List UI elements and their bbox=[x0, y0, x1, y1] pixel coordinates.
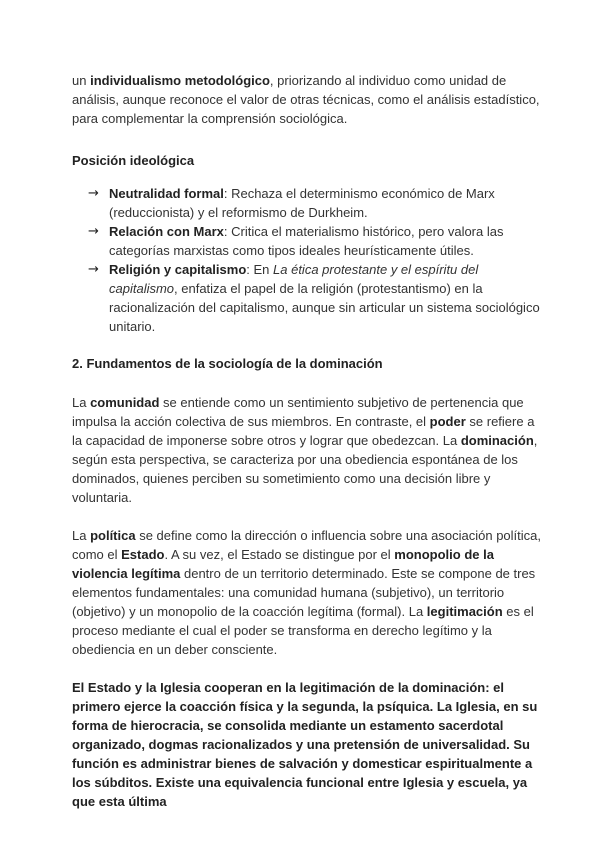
arrow-right-icon: → bbox=[88, 262, 99, 277]
text-run: dentro de un territorio determinado. Este se compone de tres elementos fundamentales: una comunidad humana (subjetivo), un territorio (objetivo) y un monopolio de la coacción legítima (formal). La bbox=[72, 566, 536, 619]
bold-term: legitimación bbox=[426, 604, 503, 619]
section-2-heading: 2. Fundamentos de la sociología de la dominación bbox=[72, 356, 383, 371]
bold-term: poder bbox=[429, 414, 466, 429]
list-item-text: : Critica el materialismo histórico, pero valora las categorías marxistas como tipos ideales heurísticamente útiles. bbox=[109, 224, 504, 258]
list-item bbox=[72, 260, 542, 336]
list-item-term: Relación con Marx bbox=[109, 224, 224, 239]
text-run: se define como la dirección o influencia sobre una asociación política, como el bbox=[72, 528, 541, 562]
text-run: La bbox=[72, 528, 91, 543]
text-run: se entiende como un sentimiento subjetivo de pertenencia que impulsa la acción colectiva de sus miembros. En contraste, el bbox=[72, 395, 524, 429]
document-page bbox=[72, 71, 542, 811]
list-item-text: , enfatiza el papel de la religión (protestantismo) en la racionalización del capitalismo, aunque sin articular un sistema sociológico unitario. bbox=[109, 281, 540, 334]
intro-paragraph bbox=[72, 71, 542, 128]
list-item-term: Religión y capitalismo bbox=[109, 262, 247, 277]
text-run: . A su vez, el Estado se distingue por el bbox=[164, 547, 395, 562]
paragraph-estado-iglesia: El Estado y la Iglesia cooperan en la legitimación de la dominación: el primero ejerce la coacción física y la segunda, la psíquica. La Iglesia, en su forma de hierocracia, se consolida mediante un estamento sacerdotal organizado, dogmas racionalizados y una pretensión de universalidad. Su función es administrar bienes de salvación y domesticar espiritualmente a los súbditos. Existe una equivalencia funcional entre Iglesia y escuela, ya que esta última bbox=[72, 680, 538, 809]
bold-term: monopolio de la violencia legítima bbox=[72, 547, 494, 581]
paragraph-comunidad bbox=[72, 393, 542, 507]
intro-rest: , priorizando al individuo como unidad de análisis, aunque reconoce el valor de otras técnicas, como el análisis estadístico, para complementar la comprensión sociológica. bbox=[72, 73, 540, 126]
intro-bold-term: individualismo metodológico bbox=[90, 73, 270, 88]
text-run: es el proceso mediante el cual el poder se transforma en derecho legítimo y la obediencia en un deber consciente. bbox=[72, 604, 534, 657]
ideology-heading: Posición ideológica bbox=[72, 153, 195, 168]
list-item-text: : Rechaza el determinismo económico de Marx (reduccionista) y el reformismo de Durkheim. bbox=[109, 186, 495, 220]
arrow-right-icon: → bbox=[88, 224, 99, 239]
arrow-right-icon: → bbox=[88, 186, 99, 201]
list-item-term: Neutralidad formal bbox=[109, 186, 224, 201]
list-item bbox=[72, 222, 542, 260]
bold-term: comunidad bbox=[90, 395, 160, 410]
list-item bbox=[72, 184, 542, 222]
bold-term: Estado bbox=[121, 547, 165, 562]
intro-prefix: un bbox=[72, 73, 91, 88]
bold-term: política bbox=[90, 528, 136, 543]
list-item-text: : En bbox=[246, 262, 274, 277]
book-title: La ética protestante y el espíritu del capitalismo bbox=[109, 262, 479, 296]
ideology-list bbox=[72, 184, 542, 336]
bold-term: dominación bbox=[460, 433, 534, 448]
text-run: , según esta perspectiva, se caracteriza por una obediencia espontánea de los dominados, quienes perciben su sometimiento como una decisión libre y voluntaria. bbox=[72, 433, 538, 505]
text-run: se refiere a la capacidad de imponerse sobre otros y lograr que obedezcan. La bbox=[72, 414, 535, 448]
paragraph-politica bbox=[72, 526, 542, 659]
text-run: La bbox=[72, 395, 91, 410]
